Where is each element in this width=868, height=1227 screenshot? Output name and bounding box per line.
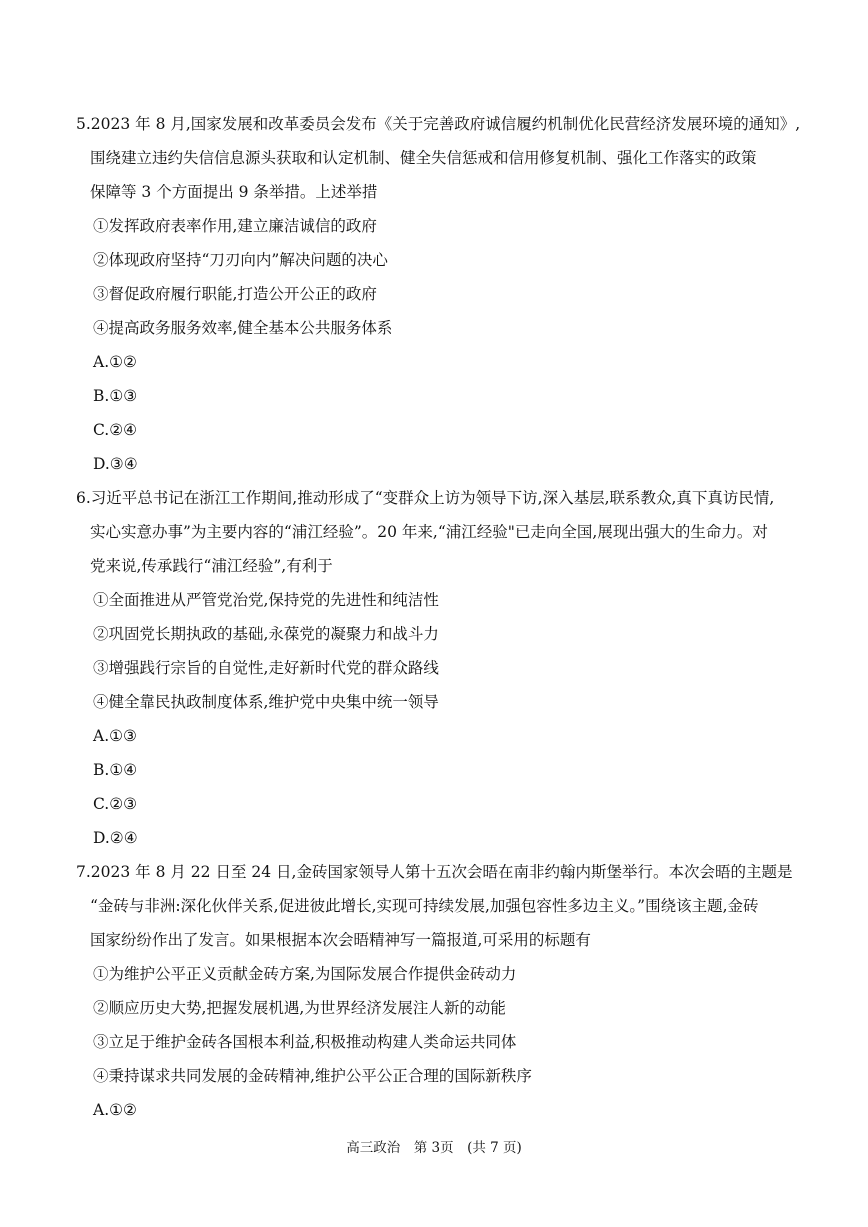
question-6-statement-1: ①全面推进从严管党治党,保持党的先进性和纯洁性 [93,591,439,609]
question-5-line-3: 保障等 3 个方面提出 9 条举措。上述举措 [90,183,378,201]
question-7-statement-2: ②顺应历史大势,把握发展机遇,为世界经济发展注人新的动能 [93,999,506,1017]
question-5-statement-1: ①发挥政府表率作用,建立廉洁诚信的政府 [93,217,377,235]
question-6-option-c: C.②③ [93,795,138,813]
question-6-statement-3: ③增强践行宗旨的自觉性,走好新时代党的群众路线 [93,659,439,677]
question-7-statement-3: ③立足于维护金砖各国根本利益,积极推动构建人类命运共同体 [93,1033,517,1051]
question-5-line-2: 围绕建立违约失信信息源头获取和认定机制、健全失信惩戒和信用修复机制、强化工作落实的政策 [90,149,757,167]
question-6-line-3: 党来说,传承践行“浦江经验”,有利于 [90,557,333,575]
question-7-statement-4: ④秉持谋求共同发展的金砖精神,维护公平公正合理的国际新秩序 [93,1067,532,1085]
question-6-line-1: 6.习近平总书记在浙江工作期间,推动形成了“变群众上访为领导下访,深入基层,联系教众,真下真访民情, [76,489,775,507]
question-6-statement-2: ②巩固党长期执政的基础,永葆党的凝聚力和战斗力 [93,625,439,643]
question-5-option-a: A.①② [93,353,137,371]
question-5-statement-4: ④提高政务服务效率,健全基本公共服务体系 [93,319,393,337]
question-7-option-a: A.①② [93,1101,137,1119]
question-6-option-b: B.①④ [93,761,138,779]
question-5-statement-3: ③督促政府履行职能,打造公开公正的政府 [93,285,377,303]
question-7-line-3: 国家纷纷作出了发言。如果根据本次会晤精神写一篇报道,可采用的标题有 [90,931,591,949]
question-5-option-d: D.③④ [93,455,138,473]
question-5-statement-2: ②体现政府坚持“刀刃向内”解决问题的决心 [93,251,388,269]
question-6-option-d: D.②④ [93,829,138,847]
question-6-line-2: 实心实意办事”为主要内容的“浦江经验”。20 年来,“浦江经验"已走向全国,展现出强大的生命力。对 [90,523,768,541]
question-5-line-1: 5.2023 年 8 月,国家发展和改革委员会发布《关于完善政府诚信履约机制优化民营经济发展环境的通知》, [76,115,801,133]
question-6-option-a: A.①③ [93,727,137,745]
question-5-option-b: B.①③ [93,387,138,405]
page-footer: 高三政治 第 3页 (共 7 页) [346,1140,522,1156]
question-7-line-2: “金砖与非洲:深化伙伴关系,促进彼此增长,实现可持续发展,加强包容性多边主义。”围绕该主题,金砖 [90,897,759,915]
question-6-statement-4: ④健全靠民执政制度体系,维护党中央集中统一领导 [93,693,439,711]
question-5-option-c: C.②④ [93,421,138,439]
question-7-line-1: 7.2023 年 8 月 22 日至 24 日,金砖国家领导人第十五次会晤在南非约翰内斯堡举行。本次会晤的主题是 [76,863,793,881]
question-7-statement-1: ①为维护公平正义贡献金砖方案,为国际发展合作提供金砖动力 [93,965,517,983]
